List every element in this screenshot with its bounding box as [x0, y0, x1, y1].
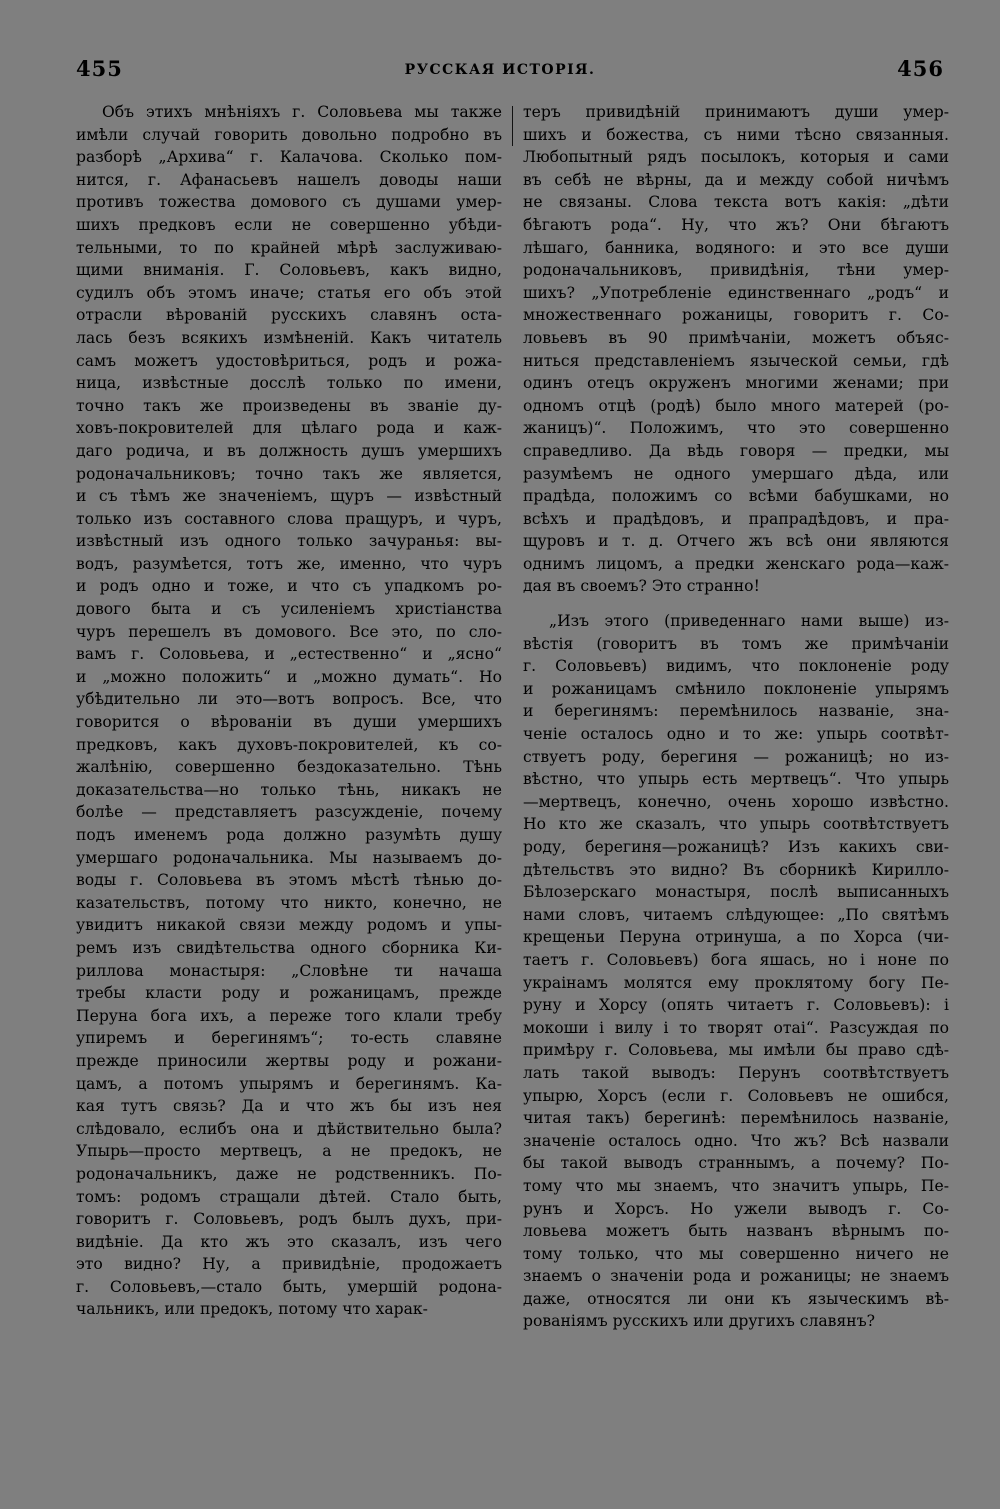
text-line: и родъ одно и тоже, и что съ упадкомъ ро- — [76, 577, 502, 596]
text-line: примѣру г. Соловьева, мы имѣли бы право сдѣ- — [523, 1041, 949, 1060]
text-line: самъ можетъ удостовѣриться, родъ и рожа- — [76, 351, 502, 370]
text-line: вѣстно, что упырь есть мертвецъ“. Что упырь — [523, 770, 949, 789]
text-line: Бѣлозерскаго монастыря, послѣ выписанныхъ — [523, 883, 949, 902]
text-line: Упырь—просто мертвецъ, а не предокъ, не — [76, 1142, 502, 1161]
text-line: въ себѣ не вѣрны, да и между собой ничѣмъ — [523, 170, 949, 189]
text-line: щуровъ и т. д. Отчего жъ всѣ они являются — [523, 532, 949, 551]
text-line: роду, берегиня—рожаницѣ? Изъ какихъ сви- — [523, 838, 949, 856]
column-divider — [512, 106, 513, 146]
text-line: и „можно положить“ и „можно думать“. Но — [76, 667, 502, 686]
text-line: убѣдительно ли это—вотъ вопросъ. Все, что — [76, 690, 502, 709]
text-line: ремъ изъ свидѣтельства одного сборника Ки- — [76, 938, 502, 957]
text-line: справедливо. Да вѣдь говоря — предки, мы — [523, 441, 949, 460]
text-line: —мертвецъ, конечно, очень хорошо извѣстно. — [523, 792, 949, 811]
running-title: РУССКАЯ ИСТОРІЯ. — [404, 62, 596, 78]
text-line: рованіямъ русскихъ или другихъ славянъ? — [523, 1312, 875, 1331]
text-line: тому только, что мы совершенно ничего не — [523, 1244, 949, 1263]
text-line: знаемъ о значеніи рода и рожаницы; не знаемъ — [523, 1267, 949, 1286]
text-line: подъ именемъ рода должно разумѣть душу — [76, 826, 502, 844]
text-line: умершаго родоначальника. Мы называемъ до- — [76, 848, 502, 867]
text-line: руну и Хорсу (опять читаетъ г. Соловьевъ): і — [523, 996, 949, 1015]
text-line: болѣе — представляетъ разсужденіе, почему — [76, 803, 502, 822]
text-line: упиремъ и берегинямъ“; то-есть славяне — [76, 1029, 502, 1048]
text-line: шихъ? „Употребленіе единственнаго „родъ“ и — [523, 283, 949, 302]
text-line: щими вниманія. Г. Соловьевъ, какъ видно, — [76, 261, 502, 280]
text-line: Объ этихъ мнѣніяхъ г. Соловьева мы также — [102, 103, 502, 121]
text-line: одномъ отцѣ (родѣ) было много матерей (ро- — [523, 396, 949, 415]
text-line: и рожаницамъ смѣнило поклоненіе упырямъ — [523, 679, 949, 698]
text-line: однимъ лицомъ, а предки женскаго рода—каж- — [523, 554, 949, 573]
text-line: кая тутъ связь? Да и что жъ бы изъ нея — [76, 1097, 502, 1116]
text-line: рунъ и Хорсъ. Но ужели выводъ г. Со- — [523, 1199, 949, 1218]
text-line: тому что мы знаемъ, что значитъ упырь, Пе- — [523, 1176, 949, 1195]
text-line: ченіе осталось одно и то же: упырь соотвѣт- — [523, 725, 949, 744]
page-number-right: 456 — [897, 56, 944, 81]
text-line: г. Соловьевъ) видимъ, что поклоненіе роду — [523, 657, 949, 676]
text-line: требы класти роду и рожаницамъ, прежде — [76, 984, 502, 1003]
text-line: дая въ своемъ? Это странно! — [523, 577, 760, 596]
text-line: „Изъ этого (приведеннаго нами выше) из- — [549, 612, 949, 631]
left-column — [76, 101, 502, 1321]
text-line: мокоши і вилу і то творят отаі“. Разсуждая по — [523, 1018, 949, 1037]
text-line: всѣхъ и прадѣдовъ, и прапрадѣдовъ, и пра- — [523, 509, 949, 528]
text-line: чуръ перешелъ въ домового. Все это, по сло- — [76, 622, 502, 641]
text-line: Но кто же сказалъ, что упырь соотвѣтствуетъ — [523, 815, 949, 834]
text-line: и съ тѣмъ же значеніемъ, щуръ — извѣстный — [76, 487, 502, 506]
text-line: нами словъ, читаемъ слѣдующее: „По святѣмъ — [523, 905, 949, 924]
text-line: родоначальниковъ, привидѣнія, тѣни умер- — [523, 261, 949, 280]
text-line: вамъ г. Соловьева, и „естественно“ и „ясно“ — [76, 645, 502, 664]
text-line: не связаны. Слова текста вотъ какія: „дѣти — [523, 193, 949, 212]
text-line: бѣгаютъ рода“. Ну, что жъ? Они бѣгаютъ — [523, 215, 949, 234]
text-line: прадѣда, положимъ со всѣми бабушками, но — [523, 487, 949, 506]
text-line: упырю, Хорсъ (если г. Соловьевъ не ошибся, — [523, 1086, 949, 1105]
text-line: увидитъ никакой связи между родомъ и упы- — [76, 916, 502, 935]
text-line: шихъ предковъ если не совершенно убѣди- — [76, 215, 502, 234]
text-line: предковъ, какъ духовъ-покровителей, къ со- — [76, 735, 502, 754]
text-line: таетъ г. Соловьевъ) бога яшась, но і ноне по — [523, 950, 949, 969]
text-line: воды г. Соловьева въ этомъ мѣстѣ тѣнью до- — [76, 871, 502, 890]
text-line: риллова монастыря: „Словѣне ти начаша — [76, 961, 502, 980]
text-line: ниться представленіемъ языческой семьи, гдѣ — [523, 351, 949, 370]
text-line: чальникъ, или предокъ, потому что харак- — [76, 1300, 428, 1319]
text-line: бы такой выводъ страннымъ, а почему? По- — [523, 1154, 949, 1173]
text-line: это видно? Ну, а привидѣніе, продожаетъ — [76, 1255, 502, 1274]
text-line: лѣшаго, банника, водяного: и это все души — [523, 238, 949, 257]
right-paragraph-2 — [523, 610, 949, 1333]
text-line: противъ тожества домового съ душами умер- — [76, 193, 502, 212]
text-line: отрасли вѣрованій русскихъ славянъ оста- — [76, 306, 502, 325]
text-line: доказательства—но только тѣнь, никакъ не — [76, 780, 502, 799]
text-line: вѣстія (говоритъ въ томъ же примѣчаніи — [523, 634, 949, 653]
text-line: дового быта и съ усиленіемъ христіанства — [76, 600, 502, 619]
text-line: даже, относятся ли они къ языческимъ вѣ- — [523, 1289, 949, 1308]
text-line: лать такой выводъ: Перунъ соотвѣтствуетъ — [523, 1063, 949, 1082]
text-line: только изъ составного слова пращуръ, и чуръ, — [76, 509, 502, 528]
text-line: имѣли случай говорить довольно подробно въ — [76, 125, 502, 144]
text-line: прежде приносили жертвы роду и рожани- — [76, 1051, 502, 1070]
text-line: Любопытный рядъ посылокъ, которыя и сами — [523, 148, 949, 167]
text-line: нится, г. Афанасьевъ нашелъ доводы наши — [76, 170, 502, 189]
text-line: даго родича, и въ должность душъ умершихъ — [76, 441, 502, 460]
text-line: множественнаго рожаницы, говоритъ г. Со- — [523, 306, 949, 325]
text-line: тельными, то по крайней мѣрѣ заслуживаю- — [76, 238, 502, 257]
text-line: точно такъ же произведены въ званіе ду- — [76, 396, 502, 415]
text-line: говоритъ г. Соловьевъ, родъ былъ духъ, при- — [76, 1210, 502, 1229]
text-line: водъ, разумѣется, тотъ же, именно, что чуръ — [76, 554, 502, 573]
text-line: значеніе осталось одно. Что жъ? Всѣ назвали — [523, 1131, 949, 1150]
text-line: родоначальникъ, даже не родственникъ. По- — [76, 1164, 502, 1183]
text-line: разумѣемъ не одного умершаго дѣда, или — [523, 464, 949, 483]
text-line: цамъ, а потомъ упырямъ и берегинямъ. Ка- — [76, 1074, 502, 1093]
text-line: судилъ объ этомъ иначе; статья его объ этой — [76, 283, 502, 302]
text-line: казательствъ, потому что никто, конечно, не — [76, 893, 502, 912]
text-line: читая такъ) берегинѣ: перемѣнилось названіе, — [523, 1109, 949, 1128]
right-paragraph-1 — [523, 101, 949, 598]
text-line: шихъ и божества, съ ними тѣсно связанныя. — [523, 125, 949, 144]
text-line: видѣніе. Да кто жъ это сказалъ, изъ чего — [76, 1232, 502, 1251]
text-line: одинъ отецъ окруженъ многими женами; при — [523, 374, 949, 393]
text-line: украінамъ молятся ему проклятому богу Пе- — [523, 973, 949, 992]
text-line: слѣдовало, еслибъ она и дѣйствительно была? — [76, 1119, 502, 1138]
text-line: ловьевъ въ 90 примѣчаніи, можетъ объяс- — [523, 328, 949, 347]
text-line: лась безъ всякихъ измѣненій. Какъ читатель — [76, 328, 502, 347]
page-number-left: 455 — [76, 56, 123, 81]
text-line: ница, извѣстные досслѣ только по имени, — [76, 374, 502, 393]
text-line: жалѣнію, совершенно бездоказательно. Тѣнь — [76, 758, 502, 777]
text-line: томъ: родомъ стращали дѣтей. Стало быть, — [76, 1187, 502, 1206]
text-line: извѣстный изъ одного только зачуранья: вы- — [76, 532, 502, 551]
text-line: разборѣ „Архива“ г. Калачова. Сколько пом- — [76, 148, 502, 167]
text-line: теръ привидѣній принимаютъ души умер- — [523, 103, 949, 121]
text-line: и берегинямъ: перемѣнилось названіе, зна- — [523, 702, 949, 721]
running-header — [0, 52, 1000, 86]
text-line: жаницъ)“. Положимъ, что это совершенно — [523, 419, 949, 438]
text-line: ловьева можетъ быть названъ вѣрнымъ по- — [523, 1222, 949, 1241]
text-line: Перуна бога ихъ, а переже того клали требу — [76, 1006, 502, 1025]
text-line: родоначальниковъ; точно такъ же является, — [76, 464, 502, 483]
text-line: г. Соловьевъ,—стало быть, умершій родона- — [76, 1277, 502, 1296]
text-line: ствуетъ роду, берегиня — рожаницѣ; но из- — [523, 747, 949, 766]
text-line: дѣтельствъ это видно? Въ сборникѣ Кирилло- — [523, 860, 949, 879]
text-line: ховъ-покровителей для цѣлаго рода и каж- — [76, 419, 502, 438]
text-line: говорится о вѣрованіи въ души умершихъ — [76, 713, 502, 732]
text-line: крещеньи Перуна отринуша, а по Хорса (чи- — [523, 928, 949, 947]
right-column — [523, 101, 949, 1333]
